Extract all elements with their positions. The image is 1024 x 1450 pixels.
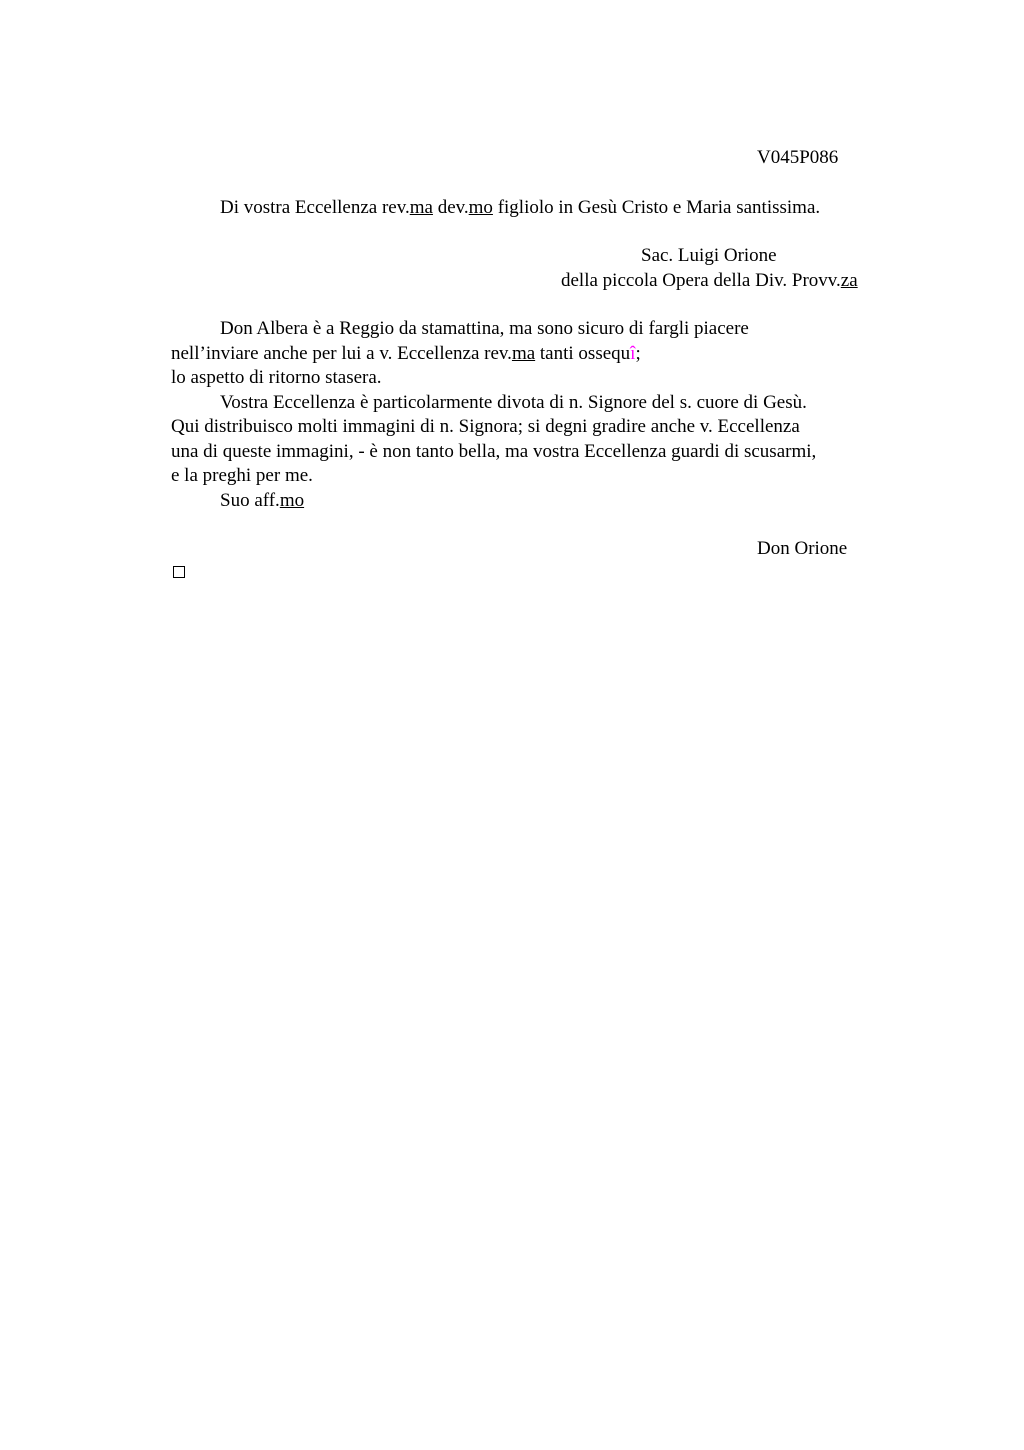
salutation-line <box>220 196 820 220</box>
body-p1-line1: Don Albera è a Reggio da stamattina, ma sono sicuro di fargli piacere <box>220 318 749 339</box>
salutation-part2: dev. <box>432 197 469 218</box>
signature-org-prefix: della piccola Opera della Div. Provv. <box>561 270 841 291</box>
closing-prefix: Suo aff. <box>220 490 280 511</box>
body-p1-line2-mark: î <box>630 343 636 364</box>
signature-name: Sac. Luigi Orione <box>641 245 777 266</box>
signature-org <box>561 269 858 293</box>
signature-org-abbr: za <box>840 270 858 291</box>
closing-abbr: mo <box>279 490 305 511</box>
salutation-part1: Di vostra Eccellenza rev. <box>220 197 410 218</box>
empty-checkbox-glyph <box>173 566 185 578</box>
body-p2-line3: una di queste immagini, - è non tanto bella, ma vostra Eccellenza guardi di scusarmi, <box>171 441 817 462</box>
sign-off: Don Orione <box>757 538 848 559</box>
document-code: V045P086 <box>757 147 839 168</box>
body-p1-line3: lo aspetto di ritorno stasera. <box>171 367 382 388</box>
salutation-abbr1: ma <box>409 197 433 218</box>
salutation-abbr2: mo <box>468 197 493 218</box>
body-p2-line1: Vostra Eccellenza è particolarmente divota di n. Signore del s. cuore di Gesù. <box>220 392 807 413</box>
body-p2-line2: Qui distribuisco molti immagini di n. Signora; si degni gradire anche v. Eccellenza <box>171 416 800 437</box>
body-p2-line4: e la preghi per me. <box>171 465 313 486</box>
closing-line <box>220 489 304 513</box>
salutation-part3: figliolo in Gesù Cristo e Maria santissima. <box>492 197 821 218</box>
body-p1-line2-a: nell’inviare anche per lui a v. Eccellenza rev. <box>171 343 512 364</box>
body-p1-line2 <box>171 342 641 366</box>
body-p1-line2-c: ; <box>635 343 641 364</box>
body-p1-line2-b: tanti ossequ <box>535 343 631 364</box>
body-p1-line2-abbr: ma <box>511 343 536 364</box>
